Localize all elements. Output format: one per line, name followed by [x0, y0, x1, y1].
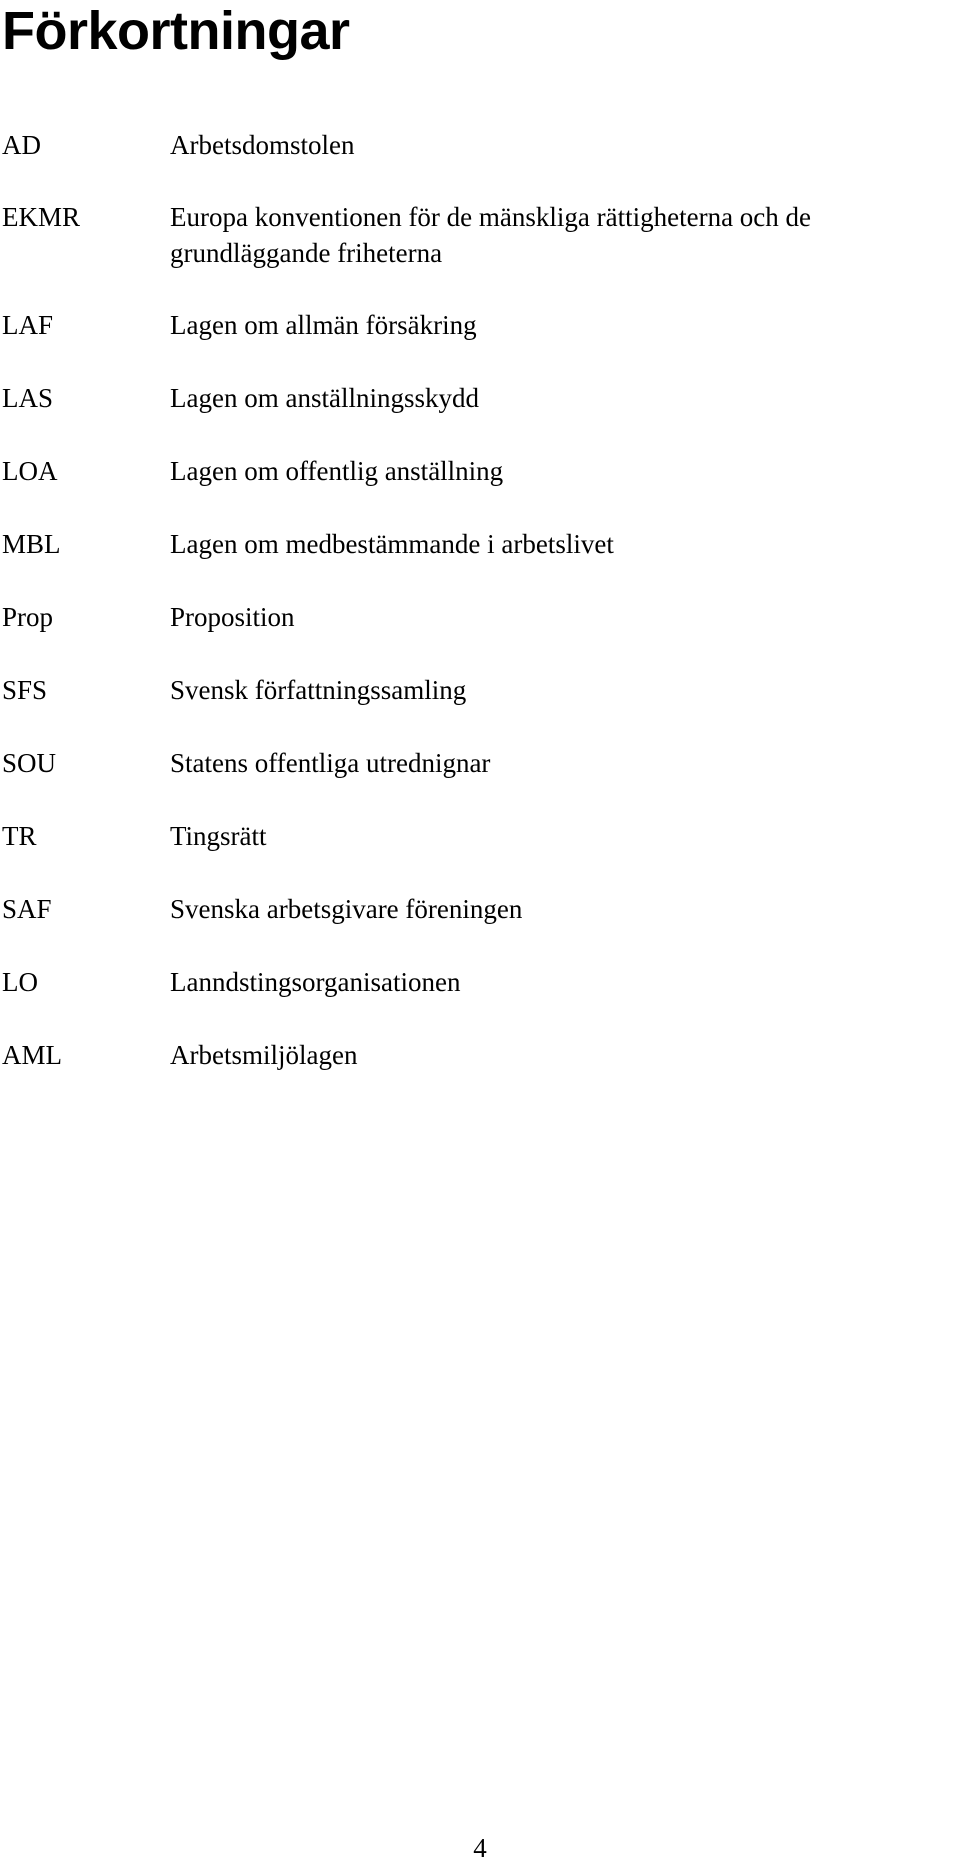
abbreviation-term: LO	[2, 967, 38, 997]
abbreviation-definition: Lagen om allmän försäkring	[170, 310, 477, 340]
abbreviation-definition: Tingsrätt	[170, 821, 267, 851]
abbreviation-term: TR	[2, 821, 37, 851]
abbreviation-definition: Arbetsmiljölagen	[170, 1040, 358, 1070]
abbreviation-definition: Lanndstingsorganisationen	[170, 967, 461, 997]
abbreviation-term: AD	[2, 130, 41, 160]
abbreviation-term: LOA	[2, 456, 58, 486]
abbreviation-term: SFS	[2, 675, 48, 705]
abbreviation-term: LAF	[2, 310, 54, 340]
abbreviation-term: SAF	[2, 894, 52, 924]
abbreviation-definition: Europa konventionen för de mänskliga rättigheterna och de grundläggande friheterna	[170, 202, 812, 268]
abbreviation-definition: Lagen om medbestämmande i arbetslivet	[170, 529, 614, 559]
abbreviation-term: EKMR	[2, 202, 81, 232]
page-title: Förkortningar	[2, 1, 350, 61]
abbreviation-term: Prop	[2, 602, 54, 632]
abbreviation-term: AML	[2, 1040, 62, 1070]
abbreviation-term: MBL	[2, 529, 61, 559]
abbreviation-definition: Lagen om offentlig anställning	[170, 456, 504, 486]
abbreviation-term: LAS	[2, 383, 54, 413]
page-number: 4	[473, 1833, 487, 1863]
abbreviation-term: SOU	[2, 748, 57, 778]
abbreviation-definition: Svenska arbetsgivare föreningen	[170, 894, 523, 924]
abbreviation-definition: Svensk författningssamling	[170, 675, 467, 705]
abbreviation-definition: Proposition	[170, 602, 295, 632]
abbreviation-definition: Arbetsdomstolen	[170, 130, 355, 160]
abbreviation-definition: Lagen om anställningsskydd	[170, 383, 479, 413]
abbreviation-definition: Statens offentliga utrednignar	[170, 748, 491, 778]
